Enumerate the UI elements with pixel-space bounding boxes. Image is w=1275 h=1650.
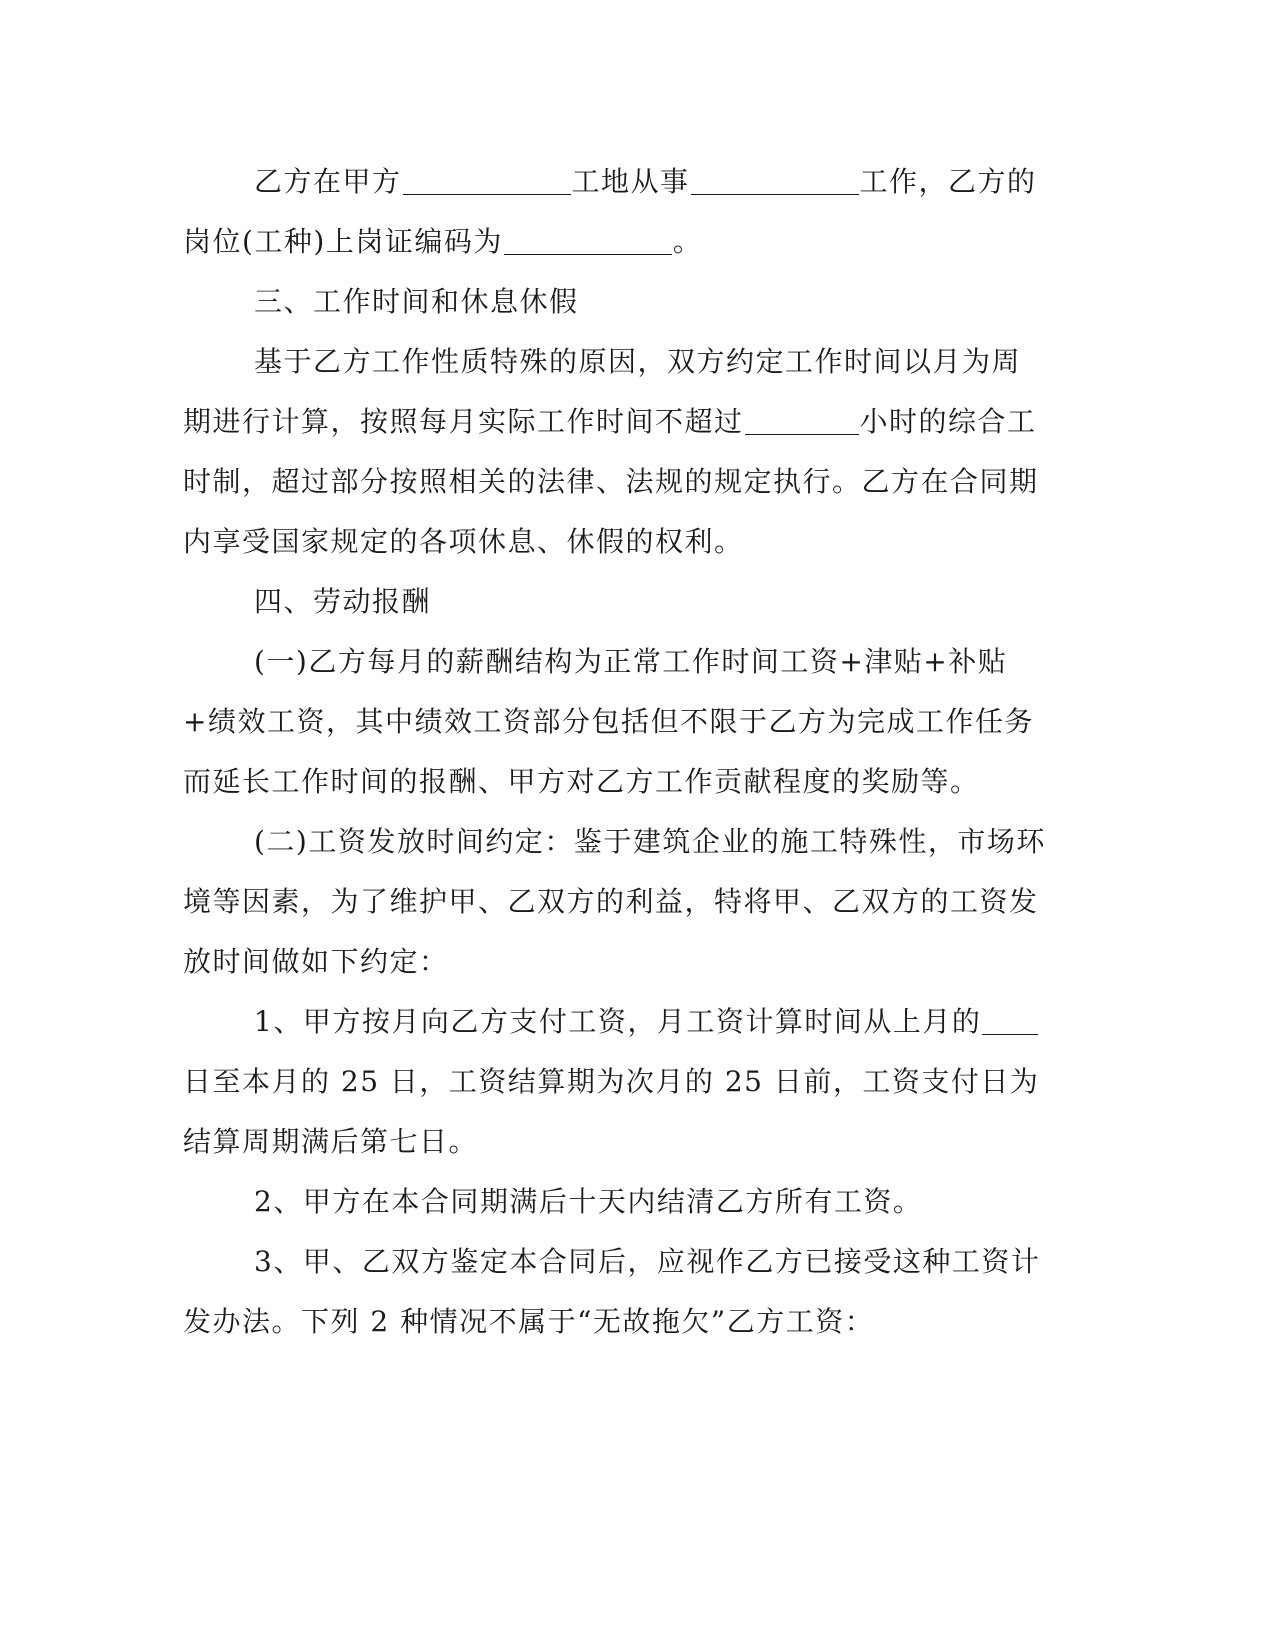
paragraph-text: 2、甲方在本合同期满后十天内结清乙方所有工资。 [254, 1185, 923, 1218]
fill-in-blank [982, 1004, 1038, 1035]
paragraph-text: 三、工作时间和休息休假 [254, 285, 579, 318]
paragraph-text: (一)乙方每月的薪酬结构为正常工作时间工资+津贴+补贴+绩效工资，其中绩效工资部分包括但不限于乙方为完成工作任务而延长工作时间的报酬、甲方对乙方工作贡献程度的奖励等。 [183, 645, 1034, 798]
paragraph-text: 3、甲、乙双方鉴定本合同后，应视作乙方已接受这种工资计发办法。下列 2 种情况不属于“无故拖欠”乙方工资： [183, 1245, 1041, 1338]
paragraph-text: 四、劳动报酬 [254, 585, 432, 618]
section-heading [183, 272, 1048, 332]
section-heading [183, 572, 1048, 632]
body-paragraph [183, 1232, 1048, 1352]
fill-in-blank [504, 224, 672, 255]
body-paragraph [183, 332, 1048, 572]
paragraph-text: 日至本月的 25 日，工资结算期为次月的 25 日前，工资支付日为结算周期满后第七日。 [183, 1065, 1040, 1158]
fill-in-blank [403, 164, 571, 195]
paragraph-text: (二)工资发放时间约定：鉴于建筑企业的施工特殊性，市场环境等因素，为了维护甲、乙双方的利益，特将甲、乙双方的工资发放时间做如下约定： [183, 825, 1046, 978]
paragraph-text: 1、甲方按月向乙方支付工资，月工资计算时间从上月的 [254, 1005, 982, 1038]
body-paragraph [183, 152, 1048, 272]
paragraph-text: 工作，乙方的岗位(工种)上岗证编码为 [183, 165, 1037, 258]
paragraph-text: 工地从事 [571, 165, 690, 198]
fill-in-blank [745, 404, 859, 435]
paragraph-text: 小时的综合工时制，超过部分按照相关的法律、法规的规定执行。乙方在合同期内享受国家规定的各项休息、休假的权利。 [183, 405, 1039, 558]
document-body [183, 152, 1048, 1352]
body-paragraph [183, 812, 1048, 992]
body-paragraph [183, 632, 1048, 812]
body-paragraph [183, 1172, 1048, 1232]
paragraph-text: 基于乙方工作性质特殊的原因，双方约定工作时间以月为周期进行计算，按照每月实际工作时间不超过 [183, 345, 1022, 438]
paragraph-text: 。 [672, 225, 703, 258]
paragraph-text: 乙方在甲方 [254, 165, 402, 198]
fill-in-blank [691, 164, 859, 195]
body-paragraph [183, 992, 1048, 1172]
